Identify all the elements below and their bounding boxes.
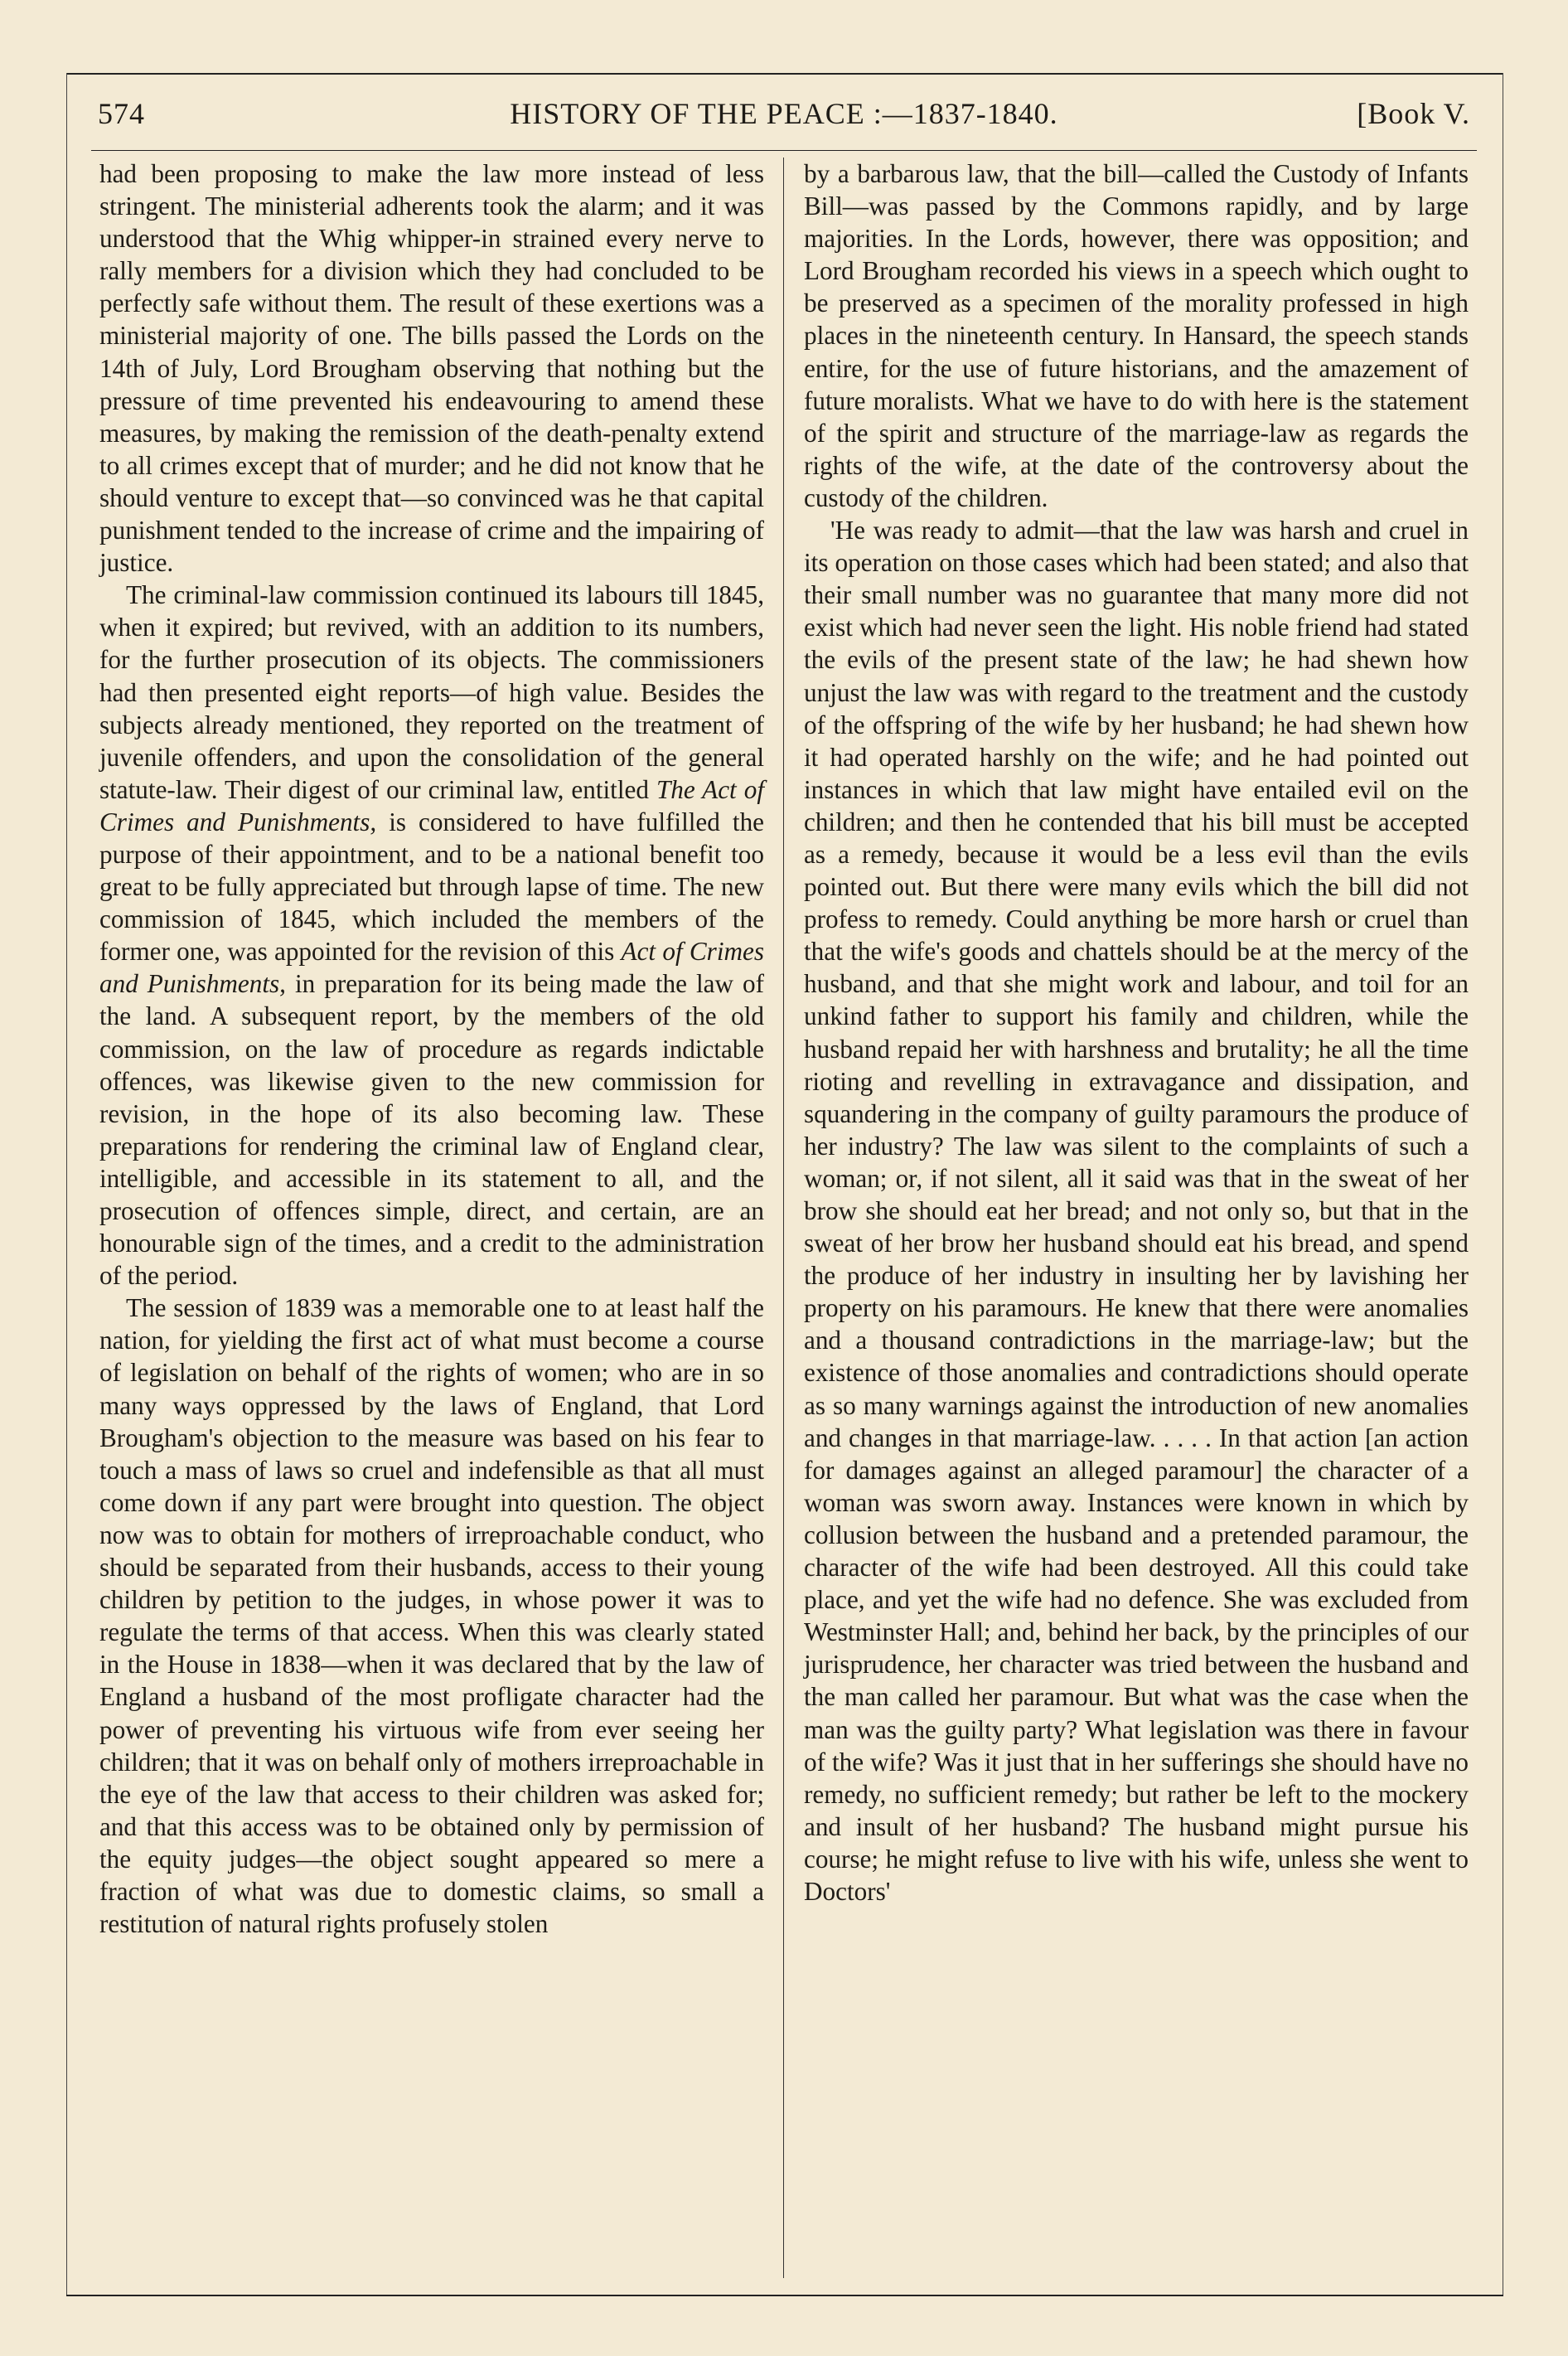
right-column	[804, 158, 1469, 1908]
paragraph-text: is considered to have fulfilled the purpose of their appointment, and to be a national benefit too great to be fully appreciated but through lapse of time. The new commission of 1845, which included the members of the former one, was appointed for the revision of this	[99, 807, 765, 967]
paragraph	[99, 579, 764, 1292]
paragraph: by a barbarous law, that the bill—called the Custody of Infants Bill—was passed by the Commons rapidly, and by large majorities. In the Lords, however, there was opposition; and Lord Brougham recorded his views in a speech which ought to be preserved as a specimen of the morality professed in high places in the nineteenth century. In Hansard, the speech stands entire, for the use of future historians, and the amazement of future moralists. What we have to do with here is the statement of the spirit and structure of the marriage-law as regards the rights of the wife, at the date of the controversy about the custody of the children.	[804, 159, 1469, 512]
left-border-rule	[66, 73, 67, 2295]
column-divider	[783, 158, 784, 2278]
running-title: HISTORY OF THE PEACE :—1837-1840.	[510, 97, 1058, 130]
page-number: 574	[98, 97, 145, 130]
paragraph-text: The criminal-law commission continued its labours till 1845, when it expired; but revived, with an addition to its numbers, for the further prosecution of its objects. The commissioners had then presented eight reports—of high value. Besides the subjects already mentioned, they reported on the treatment of juvenile offenders, and upon the consolidation of the general statute-law. Their digest of our criminal law, entitled	[99, 580, 764, 804]
paragraph: had been proposing to make the law more instead of less stringent. The ministerial adherents took the alarm; and it was understood that the Whig whipper-in strained every nerve to rally members for a division which they had concluded to be perfectly safe without them. The result of these exertions was a ministerial majority of one. The bills passed the Lords on the 14th of July, Lord Brougham observing that nothing but the pressure of time prevented his endeavouring to amend these measures, by making the remission of the death-penalty extend to all crimes except that of murder; and he did not know that he should venture to except that—so convinced was he that capital punishment tended to the increase of crime and the impairing of justice.	[99, 159, 764, 578]
italic-title: Act of Crimes and Punishments,	[99, 937, 764, 999]
header-rule	[91, 150, 1477, 151]
paragraph-text: in preparation for its being made the law of the land. A subsequent report, by the members of the old commission, on the law of procedure as regards indictable offences, was likewise given to the new commission for revision, in the hope of its also becoming law. These preparations for rendering the criminal law of England clear, intelligible, and accessible in its statement to all, and the prosecution of offences simple, direct, and certain, are an honourable sign of the times, and a credit to the administration of the period.	[99, 969, 765, 1291]
italic-title: The Act of Crimes and Punishments,	[99, 774, 764, 836]
left-column	[99, 158, 764, 1940]
paragraph: The session of 1839 was a memorable one to at least half the nation, for yielding the first act of what must become a course of legislation on behalf of the rights of women; who are in so many ways oppressed by the laws of England, that Lord Brougham's objection to the measure was based on his fear to touch a mass of laws so cruel and indefensible as that all must come down if any part were brought into question. The object now was to obtain for mothers of irreproachable conduct, who should be separated from their husbands, access to their young children by petition to the judges, in whose power it was to regulate the terms of that access. When this was clearly stated in the House in 1838—when it was declared that by the law of England a husband of the most profligate character had the power of preventing his virtuous wife from ever seeing her children; that it was on behalf only of mothers irreproachable in the eye of the law that access to their children was asked for; and that this access was to be obtained only by permission of the equity judges—the object sought appeared so mere a fraction of what was due to domestic claims, so small a restitution of natural rights profusely stolen	[99, 1293, 764, 1939]
paragraph: 'He was ready to admit—that the law was harsh and cruel in its operation on those cases which had been stated; and also that their small number was no guarantee that many more did not exist which had never seen the light. His noble friend had stated the evils of the present state of the law; he had shewn how unjust the law was with regard to the treatment and the custody of the offspring of the wife by her husband; he had shewn how it had operated harshly on the wife; and he had pointed out instances in which that law might have entailed evil on the children; and then he contended that his bill must be accepted as a remedy, because it would be a less evil than the evils pointed out. But there were many evils which the bill did not profess to remedy. Could anything be more harsh or cruel than that the wife's goods and chattels should be at the mercy of the husband, and that she might work and labour, and toil for an unkind father to support his family and children, while the husband repaid her with harshness and brutality; he all the time rioting and revelling in extravagance and dissipation, and squandering in the company of guilty paramours the produce of her industry? The law was silent to the complaints of such a woman; or, if not silent, all it said was that in the sweat of her brow she should eat her bread; and not only so, but that in the sweat of her brow her husband should eat his bread, and spend the produce of her industry in insulting her by lavishing her property on his paramours. He knew that there were anomalies and a thousand contradictions in the marriage-law; but the existence of those anomalies and contradictions should operate as so many warnings against the introduction of new anomalies and changes in that marriage-law. . . . . In that action [an action for damages against an alleged paramour] the character of a woman was sworn away. Instances were known in which by collusion between the husband and a pretended paramour, the character of the wife had been destroyed. All this could take place, and yet the wife had no defence. She was excluded from Westminster Hall; and, behind her back, by the principles of our jurisprudence, her character was tried between the husband and the man called her paramour. But what was the case when the man was the guilty party? What legislation was there in favour of the wife? Was it just that in her sufferings she should have no remedy, no sufficient remedy; but rather be left to the mockery and insult of her husband? The husband might pursue his course; he might refuse to live with his wife, unless she went to Doctors'	[804, 516, 1469, 1906]
book-label: [Book V.	[1357, 97, 1470, 130]
running-header	[98, 90, 1470, 139]
top-border-rule	[66, 73, 1503, 75]
bottom-border-rule	[66, 2295, 1503, 2296]
